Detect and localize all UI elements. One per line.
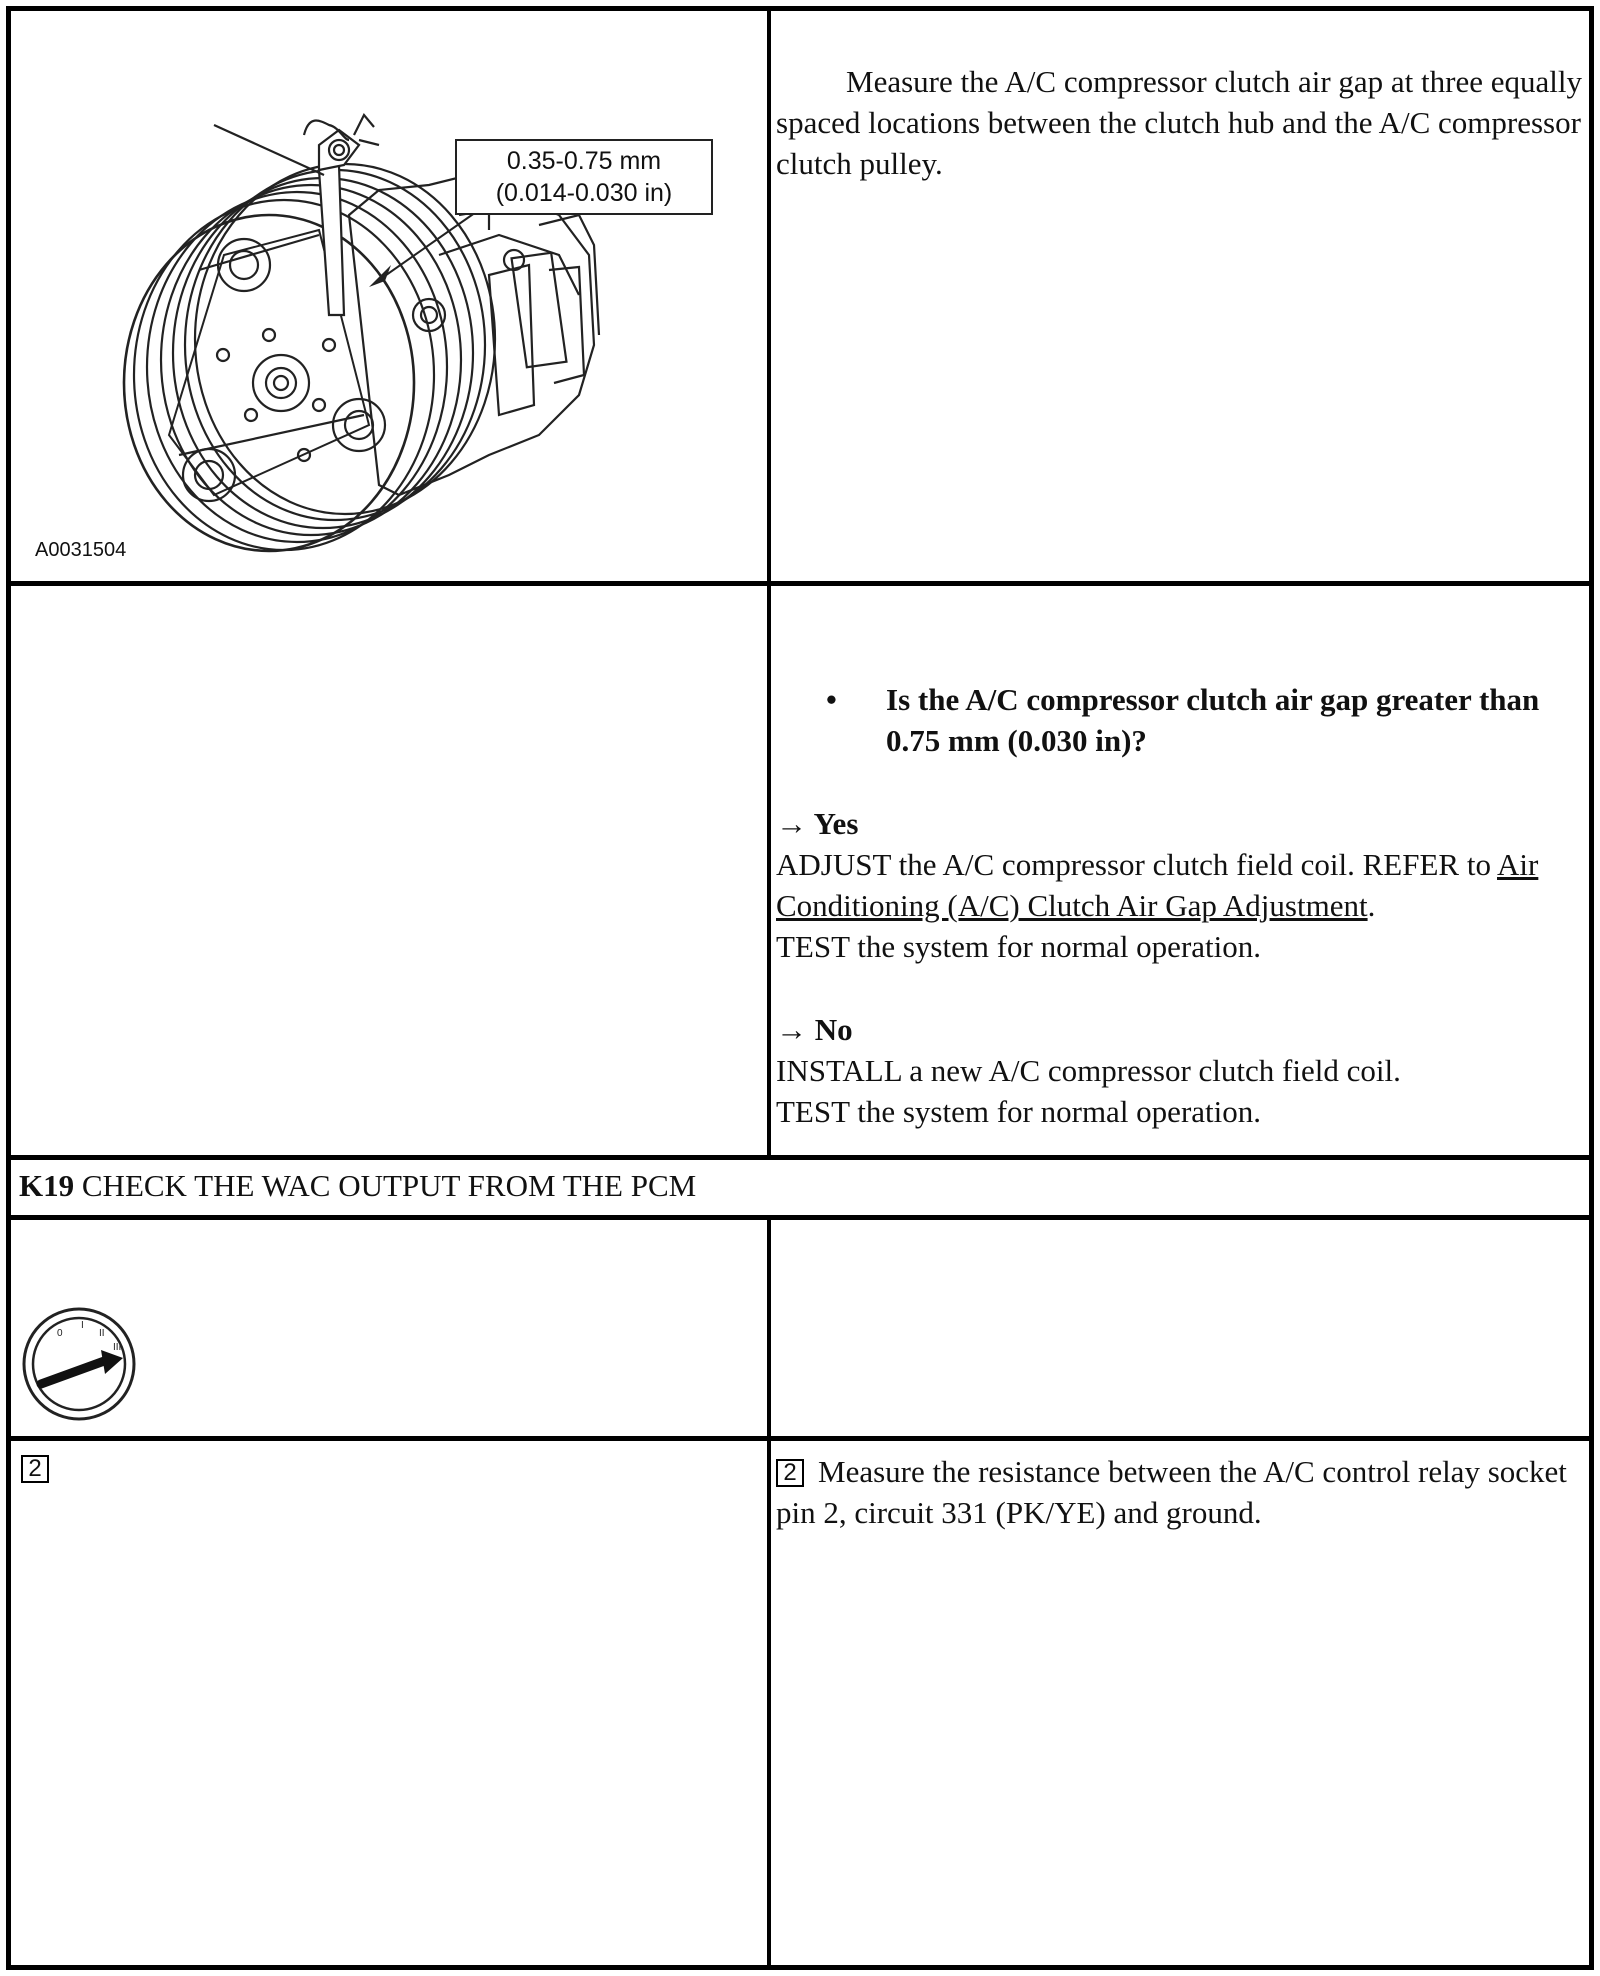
no-line1: INSTALL a new A/C compressor clutch field coil. <box>776 1053 1401 1088</box>
gap-spec-mm: 0.35-0.75 mm <box>506 147 662 175</box>
gap-spec-callout <box>455 139 713 215</box>
figure-cell <box>11 11 767 581</box>
procedure-table <box>6 6 1594 1970</box>
section-header <box>19 1165 1579 1206</box>
ignition-cell <box>11 1220 767 1436</box>
step2-text-cell <box>776 1451 1586 1533</box>
arrow-right-icon: → <box>776 1012 807 1047</box>
question-list <box>776 679 1596 761</box>
no-instructions <box>776 1050 1596 1132</box>
svg-text:I: I <box>81 1320 84 1331</box>
yes-instructions <box>776 844 1596 967</box>
question-text: • Is the A/C compressor clutch air gap greater than 0.75 mm (0.030 in)? <box>776 679 1596 761</box>
yes-heading <box>776 803 1596 844</box>
no-heading <box>776 1009 1596 1050</box>
ac-compressor-clutch-illustration <box>19 15 759 575</box>
empty-right-cell <box>771 1220 1589 1436</box>
no-line2: TEST the system for normal operation. <box>776 1094 1261 1129</box>
no-label: No <box>814 1012 853 1047</box>
yes-line1: ADJUST the A/C compressor clutch field coil. REFER to <box>776 847 1491 882</box>
measure-gap-text: Measure the A/C compressor clutch air gap at three equally spaced locations between the clutch hub and the A/C compressor clutch pulley. <box>776 64 1582 181</box>
step-number-box: 2 <box>21 1455 49 1483</box>
row-divider <box>11 1436 1589 1441</box>
row-divider <box>11 1155 1589 1160</box>
air-gap-adjustment-link[interactable]: Air Conditioning (A/C) Clutch Air Gap Adjustment <box>776 847 1539 923</box>
empty-left-cell <box>11 586 767 1155</box>
step-number-box: 2 <box>776 1459 804 1487</box>
yes-label: Yes <box>813 806 859 841</box>
gap-spec-in: (0.014-0.030 in) <box>495 179 673 207</box>
arrow-right-icon: → <box>776 806 807 841</box>
yes-link-period: . <box>1367 888 1376 923</box>
svg-text:0: 0 <box>57 1328 63 1339</box>
svg-text:II: II <box>99 1328 105 1339</box>
svg-text:III: III <box>113 1342 122 1353</box>
ignition-switch-icon <box>19 1304 139 1424</box>
section-title: CHECK THE WAC OUTPUT FROM THE PCM <box>81 1168 697 1203</box>
step2-left-cell <box>21 1455 761 1483</box>
step2-text: Measure the resistance between the A/C control relay socket pin 2, circuit 331 (PK/YE) and ground. <box>776 1454 1567 1530</box>
decision-cell <box>776 679 1596 1132</box>
section-id: K19 <box>19 1168 75 1203</box>
figure-code: A0031504 <box>35 539 127 561</box>
yes-line2: TEST the system for normal operation. <box>776 929 1261 964</box>
